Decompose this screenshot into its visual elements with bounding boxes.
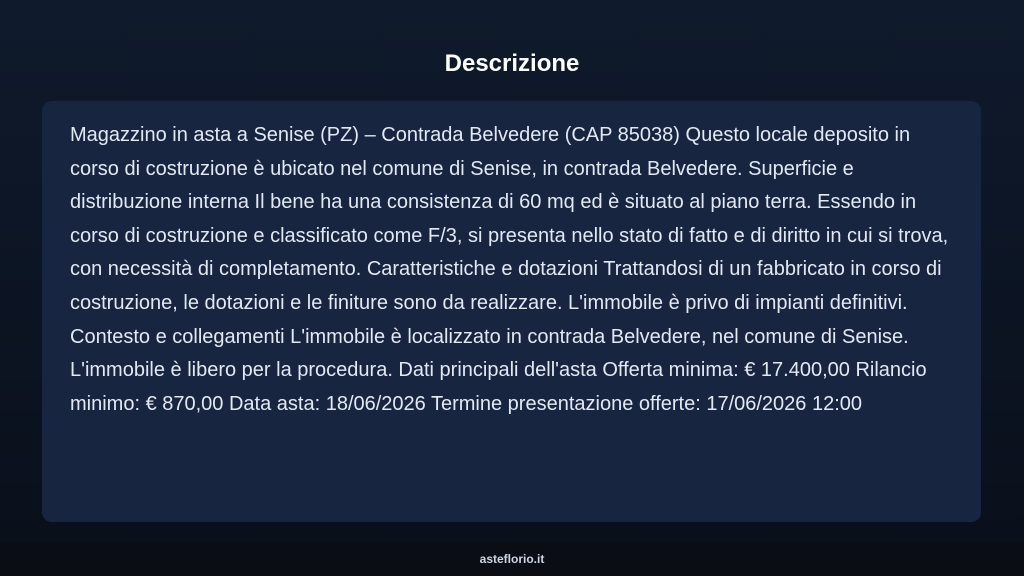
footer-bar [0, 543, 1024, 576]
description-card [42, 101, 981, 522]
section-title: Descrizione [444, 50, 580, 77]
site-name: asteflorio.it [479, 552, 545, 566]
description-text: Magazzino in asta a Senise (PZ) – Contrada Belvedere (CAP 85038) Questo locale deposito in corso di costruzione è ubicato nel comune di Senise, in contrada Belvedere. Superficie e distribuzione interna Il bene ha una consistenza di 60 mq ed è situato al piano terra. Essendo in corso di costruzione e classificato come F/3, si presenta nello stato di fatto e di diritto in cui si trova, con necessità di completamento. Caratteristiche e dotazioni Trattandosi di un fabbricato in corso di costruzione, le dotazioni e le finiture sono da realizzare. L'immobile è privo di impianti definitivi. Contesto e collegamenti L'immobile è localizzato in contrada Belvedere, nel comune di Senise. L'immobile è libero per la procedura. Dati principali dell'asta Offerta minima: € 17.400,00 Rilancio minimo: € 870,00 Data asta: 18/06/2026 Termine presentazione offerte: 17/06/2026 12:00 [70, 124, 949, 415]
